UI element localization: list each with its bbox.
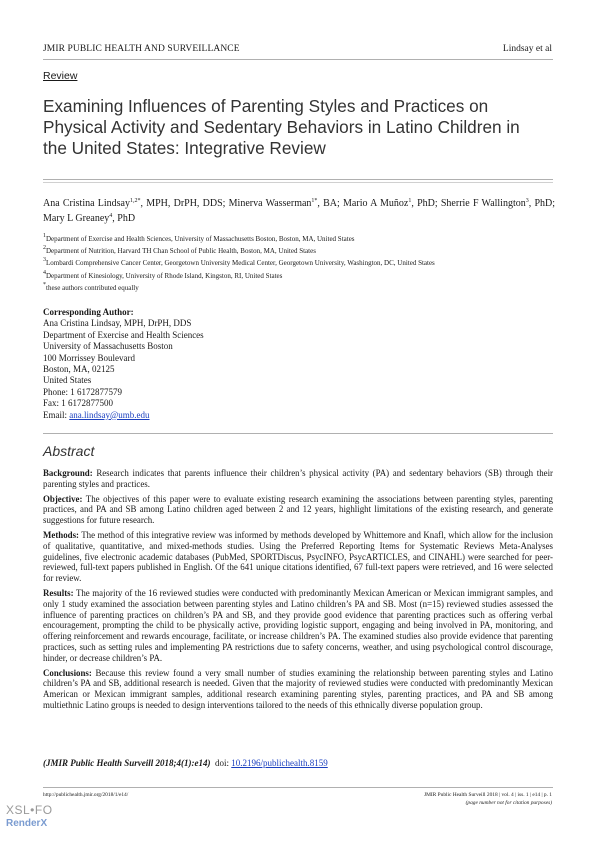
author-name: Mary L Greaney <box>43 213 110 224</box>
methods-label: Methods: <box>43 529 79 540</box>
affiliation-list <box>43 233 555 294</box>
conclusions-label: Conclusions: <box>43 667 92 678</box>
footer-note: (page number not for citation purposes) <box>465 799 552 806</box>
methods-text: The method of this integrative review was informed by methods developed by Whittemore and Knafl, which allow for the inclusion of qualitative, quantitative, and mixed-methods studies. Using the Preferred Reporting Items for Systematic Reviews Meta-Analyses guidelines, five electronic academic databases (PubMed, SPORTDiscus, PsycINFO, PsycARTICLES, and CINAHL) were searched for peer-reviewed, full-text papers published in English. Of the 641 unique citations identified, 67 full-text papers were retrieved, and 16 were selected for review. <box>43 529 553 584</box>
corresponding-email-line <box>43 410 204 421</box>
footer-divider <box>43 787 553 788</box>
running-author: Lindsay et al <box>502 44 552 54</box>
doi-label: doi: <box>215 758 230 768</box>
footer-url: http://publichealth.jmir.org/2018/1/e14/ <box>43 792 129 798</box>
abstract-results <box>43 588 553 664</box>
affiliation-note: *these authors contributed equally <box>43 281 139 292</box>
author-name: Sherrie F Wallington <box>440 198 526 209</box>
corresponding-phone: Phone: 1 6172877579 <box>43 386 123 397</box>
corresponding-fax: Fax: 1 6172877500 <box>43 398 114 409</box>
abstract-heading: Abstract <box>43 443 95 459</box>
author-list <box>43 196 555 226</box>
corresponding-country: United States <box>43 375 92 386</box>
author-name: Minerva Wasserman <box>228 198 312 209</box>
author-affil-sup: 1* <box>311 198 318 204</box>
author-name: Ana Cristina Lindsay <box>43 198 130 209</box>
conclusions-text: Because this review found a very small number of studies examining the relationship between parenting styles and Latino children’s PA and SB, additional research is needed. Given that the majority of reviewed studies were conducted with predominantly Mexican American or Mexican immigrant samples, additional research examining parenting styles, parenting practices, and PA and SB among multiethnic Latino groups is needed to design interventions tailored to the needs of this ethnically diverse population group. <box>43 667 553 710</box>
email-link[interactable]: ana.lindsay@umb.edu <box>69 409 150 420</box>
results-text: The majority of the 16 reviewed studies were conducted with predominantly Mexican American or Mexican immigrant samples, and only 1 study examined the association between parenting styles and Latino children’s PA and SB. Most (n=15) reviewed studies assessed the influence of parenting practices on children’s PA and SB, and they provide good evidence that parenting practices such as offering verbal encouragement, prompting the child to be physically active, providing logistic support, engaging and being involved in PA, monitoring, and offering reinforcement and rewards encourage, facilitate, or increase children’s PA. The examined studies also provide evidence that parenting practices, such as setting rules and implementing PA restrictions due to safety concerns, weather, and using psychological control discourage, hinder, or decrease children’s PA. <box>43 587 553 663</box>
logo-line-2: RenderX <box>6 818 48 829</box>
footer-issue: JMIR Public Health Surveill 2018 | vol. 4 | iss. 1 | e14 | p. 1 <box>424 792 552 798</box>
title-divider <box>43 179 553 180</box>
renderer-logo <box>6 803 53 831</box>
results-label: Results: <box>43 587 74 598</box>
affiliation-item: $^4$Department of Kinesiology, University of Rhode Island, Kingston, RI, United States <box>43 269 283 280</box>
affiliation-item: $^3$Lombardi Comprehensive Cancer Center, Georgetown University Medical Center, Georgetown University, Washington, DC, United States <box>43 257 435 268</box>
section-label: Review <box>43 70 78 82</box>
corresponding-author-block <box>43 307 204 421</box>
author-degrees: , PhD <box>112 213 136 224</box>
author-degrees: , PhD; <box>528 198 556 209</box>
email-label: Email: <box>43 409 70 420</box>
author-name: Mario A Muñoz <box>343 198 409 209</box>
author-affil-sup: 1 <box>408 198 412 204</box>
journal-header: JMIR PUBLIC HEALTH AND SURVEILLANCE <box>43 44 240 54</box>
corresponding-name: Ana Cristina Lindsay, MPH, DrPH, DDS <box>43 318 192 329</box>
abstract-body <box>43 468 553 715</box>
citation-line <box>43 758 328 768</box>
abstract-divider <box>43 433 553 434</box>
abstract-methods <box>43 530 553 584</box>
affiliation-item: $^1$Department of Exercise and Health Sciences, University of Massachusetts Boston, Boston, MA, United States <box>43 233 355 243</box>
objective-text: The objectives of this paper were to evaluate existing research examining the associations between parenting styles, parenting practices, and PA and SB among Latino children aged between 2 and 12 years, highlight limitations of the existing research, and generate suggestions for future research. <box>43 493 553 526</box>
abstract-background <box>43 468 553 490</box>
abstract-objective <box>43 494 553 526</box>
title-divider-secondary <box>43 182 553 183</box>
article-title: Examining Influences of Parenting Styles and Practices on Physical Activity and Sedentary Behaviors in Latino Children in the United States: Integrative Review <box>43 96 520 158</box>
abstract-conclusions <box>43 668 553 711</box>
corresponding-dept: Department of Exercise and Health Sciences <box>43 329 204 340</box>
corresponding-street: 100 Morrissey Boulevard <box>43 352 135 363</box>
author-affil-sup: 4 <box>109 213 113 219</box>
author-degrees: , MPH, DrPH, DDS; <box>140 198 229 209</box>
background-text: Research indicates that parents influence their children’s physical activity (PA) and sedentary behaviors (SB) through their parenting styles and practices. <box>43 468 554 489</box>
corresponding-city: Boston, MA, 02125 <box>43 364 115 375</box>
footer-issue-block <box>424 792 552 807</box>
background-label: Background: <box>43 468 93 478</box>
logo-line-1: XSL•FO <box>6 803 53 817</box>
affiliation-item: $^2$Department of Nutrition, Harvard TH Chan School of Public Health, Boston, MA, United States <box>43 245 316 256</box>
header-divider <box>43 59 553 60</box>
author-degrees: , PhD; <box>411 198 441 209</box>
corresponding-univ: University of Massachusetts Boston <box>43 341 173 352</box>
author-affil-sup: 1,2* <box>129 198 141 204</box>
journal-reference: (JMIR Public Health Surveill 2018;4(1):e14) <box>43 758 211 768</box>
author-affil-sup: 3 <box>525 198 529 204</box>
author-degrees: , BA; <box>317 198 344 209</box>
objective-label: Objective: <box>43 493 83 504</box>
corresponding-author-label: Corresponding Author: <box>43 307 134 317</box>
doi-link[interactable]: 10.2196/publichealth.8159 <box>231 758 328 768</box>
